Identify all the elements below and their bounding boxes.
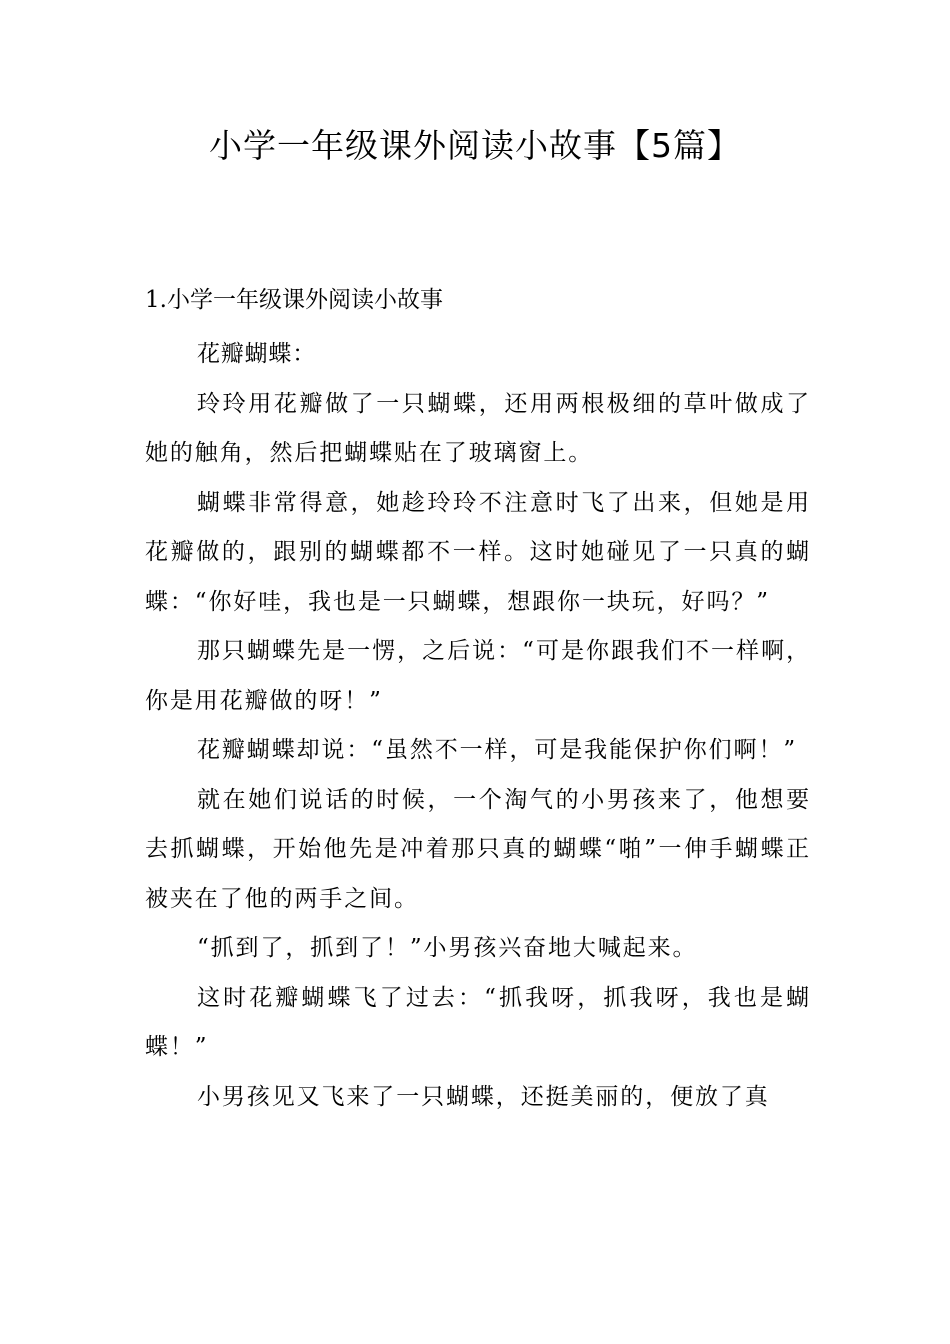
paragraph: 玲玲用花瓣做了一只蝴蝶，还用两根极细的草叶做成了她的触角，然后把蝴蝶贴在了玻璃窗上。 (145, 390, 811, 466)
section-heading: 1.小学一年级课外阅读小故事 (145, 287, 443, 313)
paragraph: 这时花瓣蝴蝶飞了过去：“抓我呀，抓我呀，我也是蝴蝶！” (145, 984, 811, 1060)
paragraph: 就在她们说话的时候，一个淘气的小男孩来了，他想要去抓蝴蝶，开始他先是冲着那只真的蝴蝶“啪”一伸手蝴蝶正被夹在了他的两手之间。 (145, 786, 811, 912)
paragraph: 那只蝴蝶先是一愣，之后说：“可是你跟我们不一样啊，你是用花瓣做的呀！” (145, 638, 811, 714)
paragraph: 花瓣蝴蝶却说：“虽然不一样，可是我能保护你们啊！” (197, 737, 798, 763)
paragraph: 小男孩见又飞来了一只蝴蝶，还挺美丽的，便放了真 (197, 1083, 770, 1110)
story-title-paragraph: 花瓣蝴蝶： (197, 341, 316, 367)
paragraph: “抓到了，抓到了！”小男孩兴奋地大喊起来。 (197, 935, 698, 961)
paragraph: 蝴蝶非常得意，她趁玲玲不注意时飞了出来，但她是用花瓣做的，跟别的蝴蝶都不一样。这时她碰见了一只真的蝴蝶：“你好哇，我也是一只蝴蝶，想跟你一块玩，好吗？” (145, 489, 811, 615)
story-body (145, 330, 811, 1122)
document-title: 小学一年级课外阅读小故事【5篇】 (209, 126, 741, 165)
